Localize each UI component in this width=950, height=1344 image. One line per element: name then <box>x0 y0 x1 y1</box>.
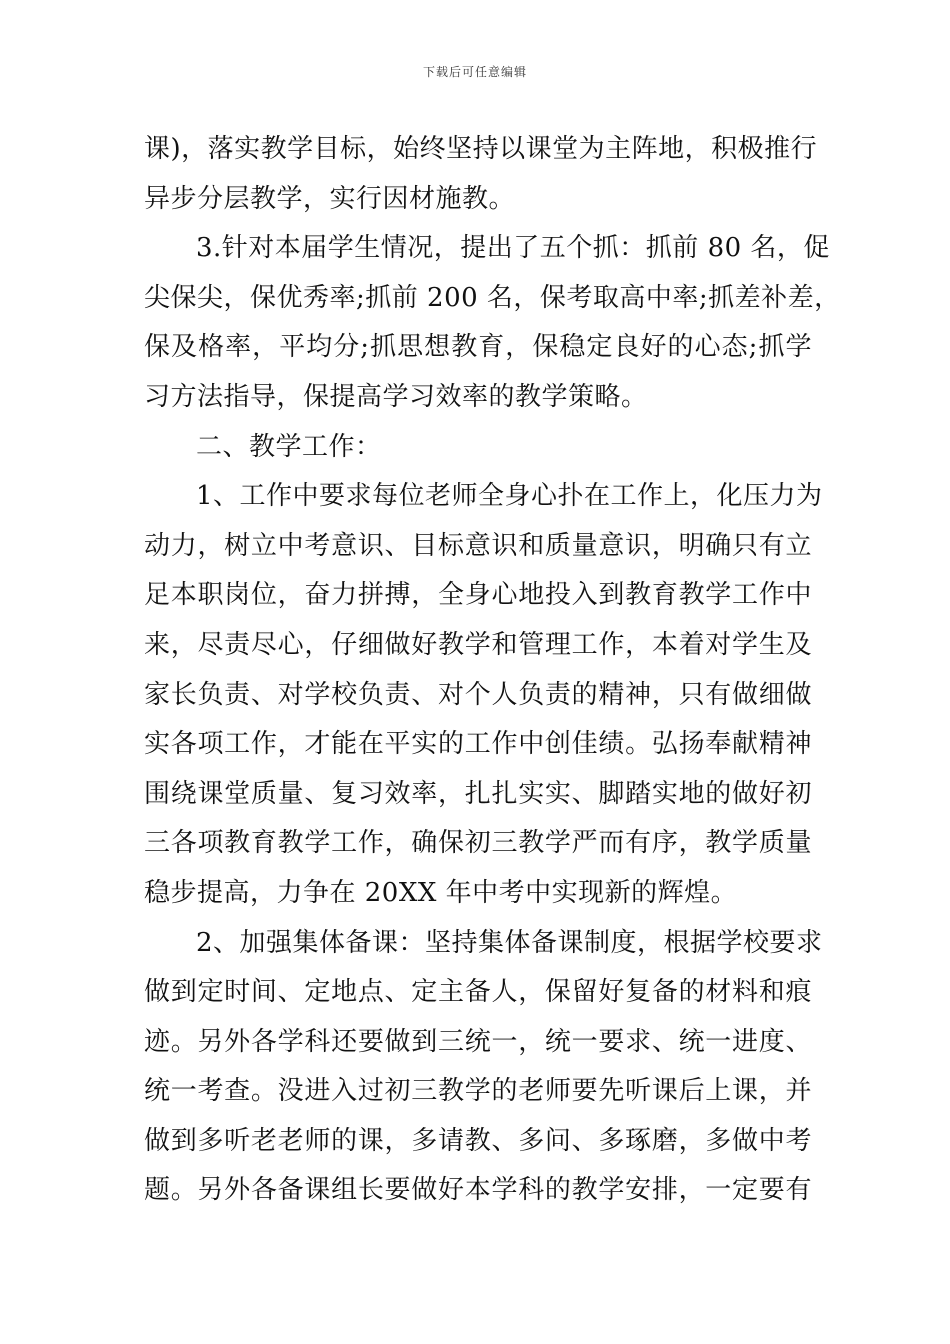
text-line: 做到多听老老师的课，多请教、多问、多琢磨，多做中考 <box>144 1125 812 1156</box>
text-line: 题。另外各备课组长要做好本学科的教学安排，一定要有 <box>144 1175 812 1206</box>
text-line: 迹。另外各学科还要做到三统一，统一要求、统一进度、 <box>144 1026 812 1057</box>
text-line: 1、工作中要求每位老师全身心扑在工作上，化压力为 <box>196 481 823 512</box>
header-note: 下载后可任意编辑 <box>422 65 527 79</box>
text-line: 3.针对本届学生情况，提出了五个抓：抓前 80 名，促 <box>196 233 830 264</box>
text-line: 异步分层教学，实行因材施教。 <box>144 183 516 214</box>
section-heading: 二、教学工作： <box>196 431 382 462</box>
text-line: 尖保尖，保优秀率;抓前 200 名，保考取高中率;抓差补差， <box>144 282 841 313</box>
text-line: 习方法指导，保提高学习效率的教学策略。 <box>144 381 648 412</box>
text-line: 动力，树立中考意识、目标意识和质量意识，明确只有立 <box>144 530 812 561</box>
text-line: 稳步提高，力争在 20XX 年中考中实现新的辉煌。 <box>144 877 738 908</box>
text-line: 足本职岗位，奋力拼搏，全身心地投入到教育教学工作中 <box>144 580 812 611</box>
text-line: 实各项工作，才能在平实的工作中创佳绩。弘扬奉献精神 <box>144 729 812 760</box>
text-line: 2、加强集体备课：坚持集体备课制度，根据学校要求 <box>196 927 823 958</box>
text-line: 做到定时间、定地点、定主备人，保留好复备的材料和痕 <box>144 977 812 1008</box>
text-line: 统一考查。没进入过初三教学的老师要先听课后上课，并 <box>144 1076 812 1107</box>
text-line: 课)，落实教学目标，始终坚持以课堂为主阵地，积极推行 <box>144 134 818 164</box>
document-body <box>144 125 841 1216</box>
text-line: 三各项教育教学工作，确保初三教学严而有序，教学质量 <box>144 828 812 859</box>
text-line: 家长负责、对学校负责、对个人负责的精神，只有做细做 <box>144 679 812 710</box>
text-line: 保及格率，平均分;抓思想教育，保稳定良好的心态;抓学 <box>144 332 812 363</box>
text-line: 围绕课堂质量、复习效率，扎扎实实、脚踏实地的做好初 <box>144 778 812 809</box>
text-line: 来，尽责尽心，仔细做好教学和管理工作，本着对学生及 <box>144 629 812 660</box>
